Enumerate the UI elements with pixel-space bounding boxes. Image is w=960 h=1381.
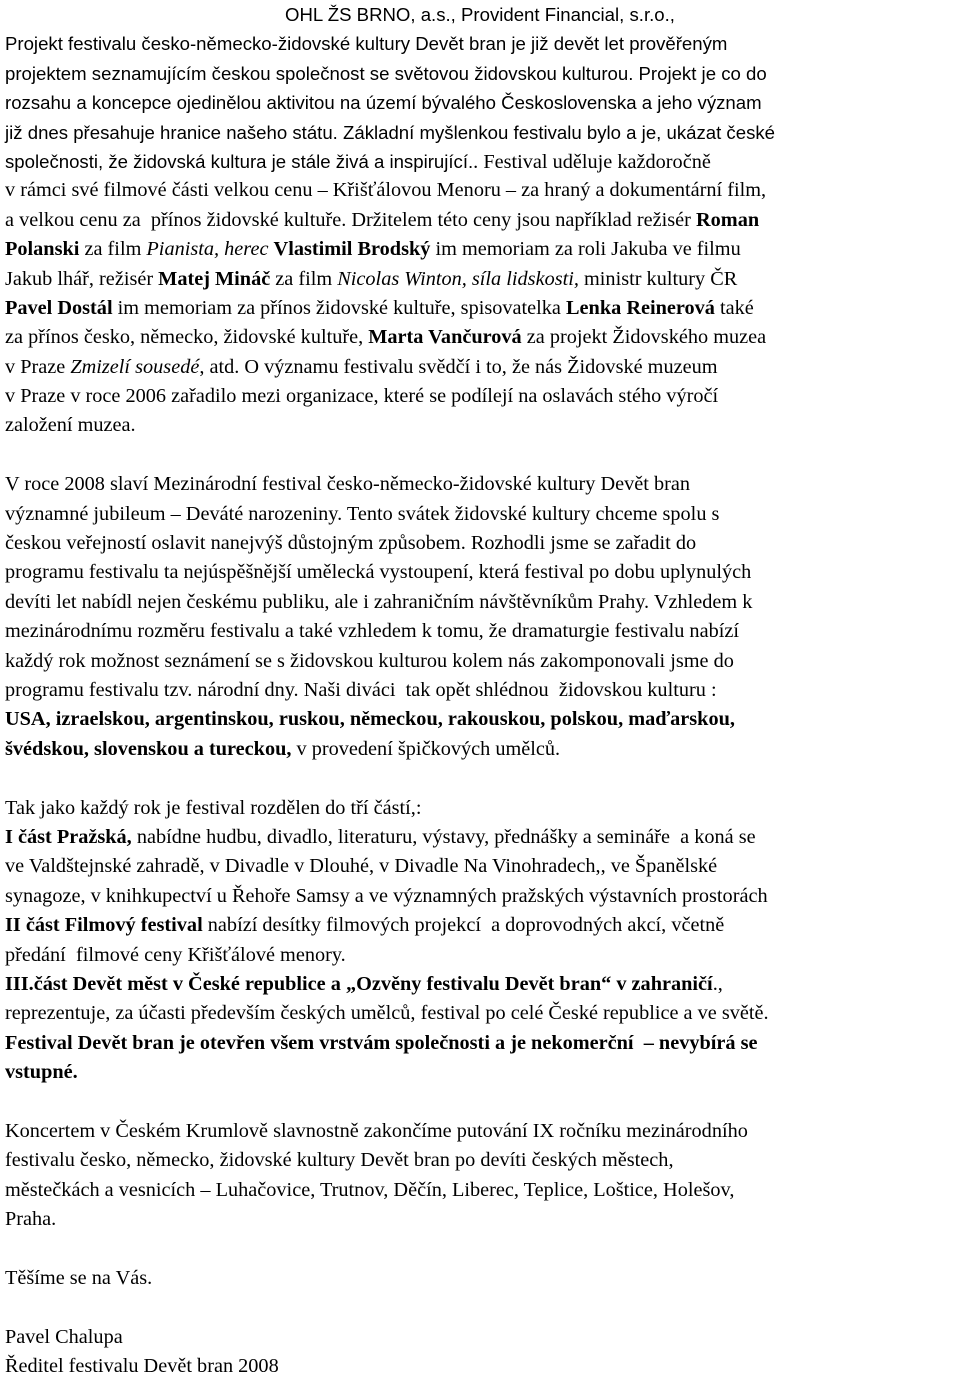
text-segment: založení muzea. bbox=[5, 414, 136, 437]
text-line bbox=[5, 647, 955, 676]
text-segment: festivalu česko, německo, židovské kultury Devět bran po devíti českých městech, bbox=[5, 1149, 674, 1172]
text-segment: Praha. bbox=[5, 1208, 57, 1231]
bold-text: Pavel Dostál bbox=[5, 296, 113, 319]
text-segment: rozsahu a koncepce ojedinělou aktivitou na území bývalého Československa a jeho význam bbox=[5, 92, 762, 114]
bold-text: Lenka Reinerová bbox=[566, 296, 715, 319]
text-segment: za film bbox=[270, 267, 338, 290]
signature-title: Ředitel festivalu Devět bran 2008 bbox=[5, 1354, 279, 1377]
text-segment: Koncertem v Českém Krumlově slavnostně zakončíme putování IX ročníku mezinárodního bbox=[5, 1119, 748, 1142]
text-line bbox=[5, 558, 955, 587]
closing-paragraph bbox=[5, 1117, 955, 1235]
text-line bbox=[5, 1176, 955, 1205]
jubilee-paragraph bbox=[5, 470, 955, 764]
text-segment: ministr kultury ČR bbox=[578, 267, 738, 290]
text-line bbox=[5, 1146, 955, 1175]
text-segment: . Festival uděluje každoročně bbox=[473, 150, 711, 173]
text-line bbox=[5, 29, 955, 58]
bold-text: vstupné. bbox=[5, 1061, 78, 1084]
text-segment: programu festivalu tzv. národní dny. Naši diváci tak opět shlédnou židovskou kulturu : bbox=[5, 678, 717, 701]
text-segment: Jakub lhář, režisér bbox=[5, 267, 159, 290]
text-segment: synagoze, v knihkupectví u Řehoře Samsy a ve významných pražských výstavních prostorách bbox=[5, 884, 768, 907]
text-segment: za projekt Židovského muzea bbox=[521, 326, 767, 349]
text-segment: předání filmové ceny Křišťálové menory. bbox=[5, 943, 346, 966]
text-segment: také bbox=[714, 296, 754, 319]
text-segment: a velkou cenu za přínos židovské kultuře. Držitelem této ceny jsou například režisér bbox=[5, 208, 697, 231]
text-segment: za film bbox=[79, 238, 147, 261]
text-segment: v Praze bbox=[5, 355, 71, 378]
intro-paragraph bbox=[5, 0, 955, 441]
text-line bbox=[5, 265, 955, 294]
text-line bbox=[5, 411, 955, 440]
text-line bbox=[5, 970, 955, 999]
bold-text: I část Pražská, bbox=[5, 825, 132, 848]
text-segment: společnosti, že židovská kultura je stále živá a inspirující. bbox=[5, 150, 474, 172]
paragraph-gap bbox=[5, 764, 955, 793]
paragraph-gap bbox=[5, 1087, 955, 1116]
text-segment: ., bbox=[712, 972, 723, 995]
letter-page bbox=[5, 0, 955, 1381]
bold-text: Polanski bbox=[5, 238, 80, 261]
text-line bbox=[5, 147, 955, 176]
text-segment: za přínos česko, německo, židovské kultuře, bbox=[5, 326, 369, 349]
bold-text: Matej Mináč bbox=[158, 267, 271, 290]
text-line bbox=[5, 1117, 955, 1146]
text-line bbox=[5, 676, 955, 705]
text-line bbox=[5, 705, 955, 734]
text-segment: v rámci své filmové části velkou cenu – Křišťálovou Menoru – za hraný a dokumentární film, bbox=[5, 179, 767, 202]
bold-text: Festival Devět bran je otevřen všem vrstvám společnosti a je nekomerční – nevybírá se bbox=[5, 1031, 758, 1054]
text-segment: ve Valdštejnské zahradě, v Divadle v Dlouhé, v Divadle Na Vinohradech,, ve Španělské bbox=[5, 855, 718, 878]
bold-text: II část Filmový festival bbox=[5, 914, 203, 937]
signature-block bbox=[5, 1323, 955, 1381]
text-line bbox=[5, 294, 955, 323]
text-line bbox=[5, 735, 955, 764]
text-segment: programu festivalu ta nejúspěšnější umělecká vystoupení, která festival po dobu uplynulých bbox=[5, 561, 752, 584]
text-line bbox=[5, 852, 955, 881]
text-line bbox=[5, 323, 955, 352]
text-line bbox=[5, 529, 955, 558]
text-segment: v Praze v roce 2006 zařadilo mezi organizace, které se podílejí na oslavách stého výročí bbox=[5, 385, 719, 408]
text-segment: mezinárodnímu rozměru festivalu a také vzhledem k tomu, že dramaturgie festivalu nabízí bbox=[5, 620, 739, 643]
text-segment: městečkách a vesnicích – Luhačovice, Trutnov, Děčín, Liberec, Teplice, Loštice, Holešov, bbox=[5, 1178, 735, 1201]
bold-text: III.část Devět měst v České republice a „Ozvěny festivalu Devět bran“ v zahraničí bbox=[5, 972, 713, 995]
text-segment: českou veřejností oslavit nanejvýš důstojným způsobem. Rozhodli jsme se zařadit do bbox=[5, 532, 697, 555]
text-line bbox=[5, 353, 955, 382]
bold-text: Marta Vančurová bbox=[368, 326, 522, 349]
text-line bbox=[5, 911, 955, 940]
text-line bbox=[5, 823, 955, 852]
paragraph-gap bbox=[5, 1234, 955, 1263]
text-line bbox=[5, 941, 955, 970]
italic-text: Zmizelí sousedé bbox=[70, 355, 200, 378]
text-segment: v provedení špičkových umělců. bbox=[291, 737, 561, 760]
paragraph-gap bbox=[5, 1293, 955, 1322]
text-line bbox=[5, 235, 955, 264]
text-line bbox=[5, 999, 955, 1028]
text-segment: nabízí desítky filmových projekcí a doprovodných akcí, včetně bbox=[202, 914, 725, 937]
text-segment: projektem seznamujícím českou společnost se světovou židovskou kulturou. Projekt je co do bbox=[5, 62, 767, 84]
text-segment: Projekt festivalu česko-německo-židovské kultury Devět bran je již devět let prověřeným bbox=[5, 33, 728, 55]
text-line bbox=[5, 206, 955, 235]
text-segment: V roce 2008 slaví Mezinárodní festival česko-německo-židovské kultury Devět bran bbox=[5, 473, 691, 496]
text-segment: již dnes přesahuje hranice našeho státu. Základní myšlenkou festivalu bylo a je, ukázat české bbox=[5, 121, 776, 143]
text-segment: OHL ŽS BRNO, a.s., Provident Financial, s.r.o., bbox=[285, 4, 675, 25]
italic-text: Pianista, herec bbox=[146, 238, 269, 261]
text-line bbox=[5, 882, 955, 911]
text-line bbox=[5, 500, 955, 529]
text-line bbox=[5, 118, 955, 147]
text-line bbox=[5, 1029, 955, 1058]
text-line bbox=[5, 794, 955, 823]
text-segment: nabídne hudbu, divadlo, literaturu, výstavy, přednášky a semináře a koná se bbox=[131, 825, 756, 848]
bold-text: švédskou, slovenskou a tureckou, bbox=[5, 737, 292, 760]
greeting: Těšíme se na Vás. bbox=[5, 1266, 153, 1289]
text-line bbox=[5, 0, 955, 29]
text-line bbox=[5, 176, 955, 205]
text-line bbox=[5, 1058, 955, 1087]
text-line bbox=[5, 588, 955, 617]
bold-text: USA, izraelskou, argentinskou, ruskou, německou, rakouskou, polskou, maďarskou, bbox=[5, 708, 735, 731]
text-line bbox=[5, 617, 955, 646]
text-segment: reprezentuje, za účasti především českých umělců, festival po celé České republice a ve světě. bbox=[5, 1002, 769, 1025]
bold-text: Roman bbox=[696, 208, 760, 231]
signature-name: Pavel Chalupa bbox=[5, 1325, 123, 1348]
text-line bbox=[5, 59, 955, 88]
text-segment: , atd. O významu festivalu svědčí i to, že nás Židovské muzeum bbox=[199, 355, 718, 378]
text-line bbox=[5, 470, 955, 499]
festival-parts-paragraph bbox=[5, 794, 955, 1088]
text-segment: devíti let nabídl nejen českému publiku, ale i zahraničním návštěvníkům Prahy. Vzhledem k bbox=[5, 590, 753, 613]
text-segment: im memoriam za přínos židovské kultuře, spisovatelka bbox=[112, 296, 567, 319]
text-line bbox=[5, 382, 955, 411]
text-segment: významné jubileum – Deváté narozeniny. Tento svátek židovské kultury chceme spolu s bbox=[5, 502, 720, 525]
text-line bbox=[5, 88, 955, 117]
text-segment: im memoriam za roli Jakuba ve filmu bbox=[430, 238, 741, 261]
italic-text: Nicolas Winton, síla lidskosti, bbox=[337, 267, 579, 290]
paragraph-gap bbox=[5, 441, 955, 470]
text-segment: Tak jako každý rok je festival rozdělen do tří částí,: bbox=[5, 796, 422, 819]
text-segment: každý rok možnost seznámení se s židovskou kulturou kolem nás zakomponovali jsme do bbox=[5, 649, 734, 672]
bold-text: Vlastimil Brodský bbox=[273, 238, 431, 261]
text-line bbox=[5, 1205, 955, 1234]
